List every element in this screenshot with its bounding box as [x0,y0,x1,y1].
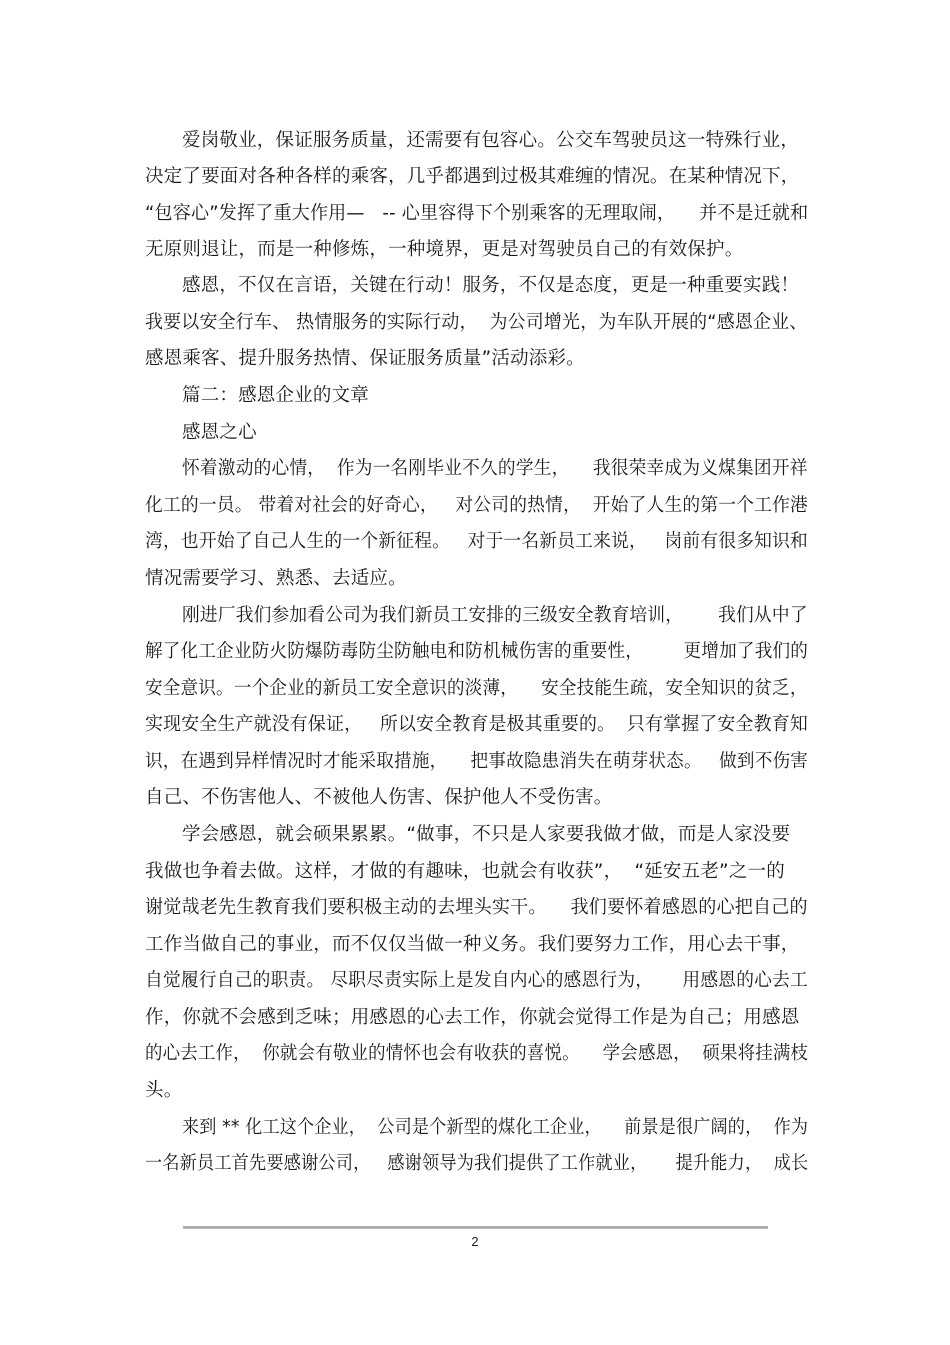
text-line: 安全意识。一个企业的新员工安全意识的淡薄， 安全技能生疏，安全知识的贫乏， [145,678,808,699]
text-line: 爱岗敬业，保证服务质量，还需要有包容心。公交车驾驶员这一特殊行业， [182,130,800,151]
text-line: 感恩，不仅在言语，关键在行动！服务，不仅是态度，更是一种重要实践！ [182,275,800,296]
text-line: 的心去工作， 你就会有敬业的情怀也会有收获的喜悦。 学会感恩， 硕果将挂满枝 [145,1043,809,1064]
text-line: 我做也争着去做。这样，才做的有趣味，也就会有收获”， “延安五老”之一的 [145,861,785,882]
text-line: 我要以安全行车、 热情服务的实际行动， 为公司增光，为车队开展的“感恩企业、 [145,312,808,333]
text-line: 自觉履行自己的职责。 尽职尽责实际上是发自内心的感恩行为， 用感恩的心去工 [145,970,809,991]
text-line: 化工的一员。 带着对社会的好奇心， 对公司的热情， 开始了人生的第一个工作港 [145,495,809,516]
text-line: 来到 ** 化工这个企业， 公司是个新型的煤化工企业， 前景是很广阔的， 作为 [182,1117,809,1138]
article-title: 感恩之心 [182,422,257,443]
text-line: 刚进厂我们参加看公司为我们新员工安排的三级安全教育培训， 我们从中了 [182,605,808,626]
text-line: 感恩乘客、提升服务热情、保证服务质量”活动添彩。 [145,348,585,369]
text-line: 谢觉哉老先生教育我们要积极主动的去埋头实干。 我们要怀着感恩的心把自己的 [145,897,808,918]
text-line: 识，在遇到异样情况时才能采取措施， 把事故隐患消失在萌芽状态。 做到不伤害 [145,751,809,772]
text-line: 自己、不伤害他人、不被他人伤害、保护他人不受伤害。 [145,787,613,808]
text-line: 工作当做自己的事业，而不仅仅当做一种义务。我们要努力工作，用心去干事， [145,934,800,955]
footer-divider [183,1226,768,1229]
text-line: 情况需要学习、熟悉、去适应。 [145,568,407,589]
text-line: 解了化工企业防火防爆防毒防尘防触电和防机械伤害的重要性， 更增加了我们的 [145,641,809,662]
page-number: 2 [471,1234,479,1249]
text-line: 一名新员工首先要感谢公司， 感谢领导为我们提供了工作就业， 提升能力， 成长 [145,1153,809,1174]
text-line: 学会感恩，就会硕果累累。“做事，不只是人家要我做才做，而是人家没要 [182,824,791,845]
text-line: 作，你就不会感到乏味；用感恩的心去工作，你就会觉得工作是为自己；用感恩 [145,1007,800,1028]
text-line: 湾，也开始了自己人生的一个新征程。 对于一名新员工来说， 岗前有很多知识和 [145,531,809,552]
text-line: 实现安全生产就没有保证， 所以安全教育是极其重要的。 只有掌握了安全教育知 [145,714,808,735]
section-heading: 篇二：感恩企业的文章 [182,385,370,406]
text-line: 决定了要面对各种各样的乘客，几乎都遇到过极其难缠的情况。在某种情况下， [145,166,800,187]
text-line: 无原则退让，而是一种修炼，一种境界，更是对驾驶员自己的有效保护。 [145,239,744,260]
text-line: “包容心”发挥了重大作用— -- 心里容得下个别乘客的无理取闹， 并不是迁就和 [145,203,809,224]
text-line: 头。 [145,1080,183,1101]
text-line: 怀着激动的心情， 作为一名刚毕业不久的学生， 我很荣幸成为义煤集团开祥 [182,458,808,479]
